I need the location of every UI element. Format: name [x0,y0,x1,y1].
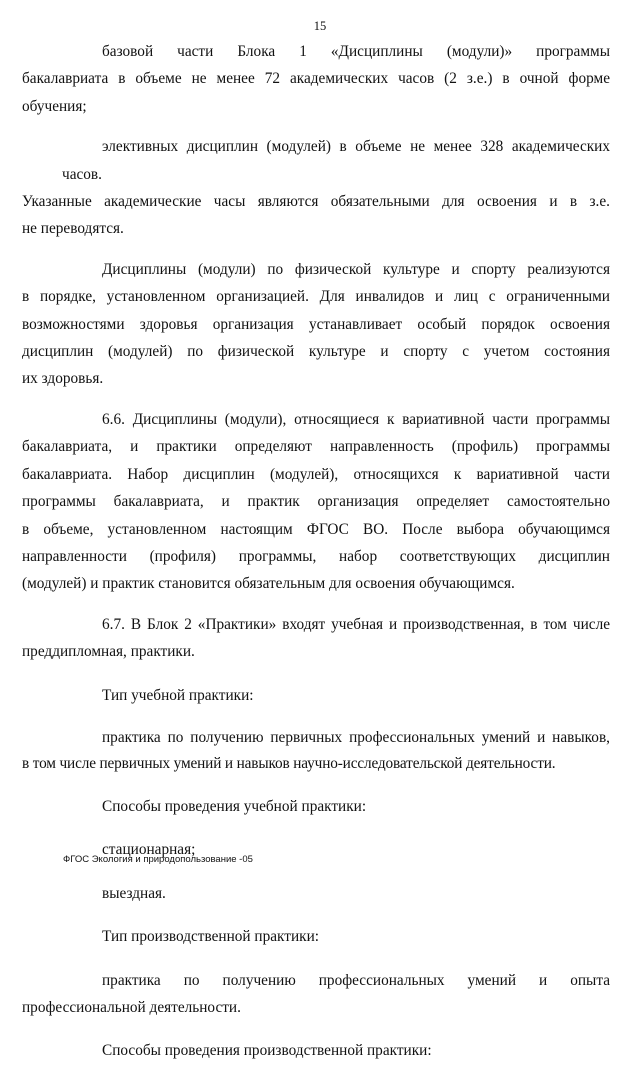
page-footer: ФГОС Экология и природопользование -05 [63,854,253,865]
text-line: выездная. [102,884,166,902]
text-line: Тип учебной практики: [102,686,254,704]
text-line: обучения; [22,97,87,115]
text-line: Способы проведения учебной практики: [102,797,367,815]
text-line: практика по получению первичных профессиональных умений и навыков, [102,728,610,746]
text-line: бакалавриата. Набор дисциплин (модулей), относящихся к вариативной части [22,465,610,483]
text-line: программы бакалавриата, и практик организация определяет самостоятельно [22,493,610,511]
text-line: (модулей) и практик становится обязательным для освоения обучающимся. [22,575,515,593]
text-line: их здоровья. [22,370,104,388]
text-line: стационарная; [102,841,196,859]
text-line: элективных дисциплин (модулей) в объеме не менее 328 академических часов. [62,138,610,183]
page-number: 15 [313,19,327,33]
text-line: 6.7. В Блок 2 «Практики» входят учебная и производственная, в том числе [102,615,610,633]
paragraph-6-7 [22,611,610,666]
text-line: дисциплин (модулей) по физической культуре и спорту с учетом состояния [22,343,610,361]
paragraph-prod-practice-desc [22,967,610,1022]
paragraph-edu-practice-type [62,682,610,709]
text-line: Дисциплины (модули) по физической культуре и спорту реализуются [102,260,610,278]
text-line: Способы проведения производственной практики: [102,1042,432,1060]
paragraph-field [62,880,610,907]
paragraph-physical-culture [22,256,610,393]
text-line: бакалавриата в объеме не менее 72 академических часов (2 з.е.) в очной форме [22,70,610,88]
text-line: в объеме, установленном настоящим ФГОС ВО. После выбора обучающимся [22,520,610,538]
text-line: направленности (профиля) программы, набор соответствующих дисциплин [22,547,610,565]
text-line: Тип производственной практики: [102,928,320,946]
text-line: практика по получению профессиональных умений и опыта [102,971,610,989]
text-line: возможностями здоровья организация устанавливает особый порядок освоения [22,315,610,333]
text-line: в порядке, установленном организацией. Для инвалидов и лиц с ограниченными [22,288,610,306]
paragraph-6-6 [22,406,610,598]
text-line: Указанные академические часы являются обязательными для освоения и в з.е. [22,193,610,211]
text-line: бакалавриата, и практики определяют направленность (профиль) программы [22,438,610,456]
document-body [22,38,610,1065]
text-line: в том числе первичных умений и навыков научно-исследовательской деятельности. [22,754,556,772]
paragraph-prod-practice-methods [62,1037,610,1064]
paragraph-edu-practice-methods [62,793,610,820]
text-line: базовой части Блока 1 «Дисциплины (модули)» программы [102,43,610,60]
paragraph-base-part [22,38,610,120]
paragraph-prod-practice-type [62,923,610,950]
text-line: преддипломная, практики. [22,643,195,661]
text-line: не переводятся. [22,220,124,238]
text-line: профессиональной деятельности. [22,998,241,1016]
paragraph-edu-practice-desc [22,725,610,777]
text-line: 6.6. Дисциплины (модули), относящиеся к вариативной части программы [102,410,610,428]
paragraph-elective [22,133,610,243]
